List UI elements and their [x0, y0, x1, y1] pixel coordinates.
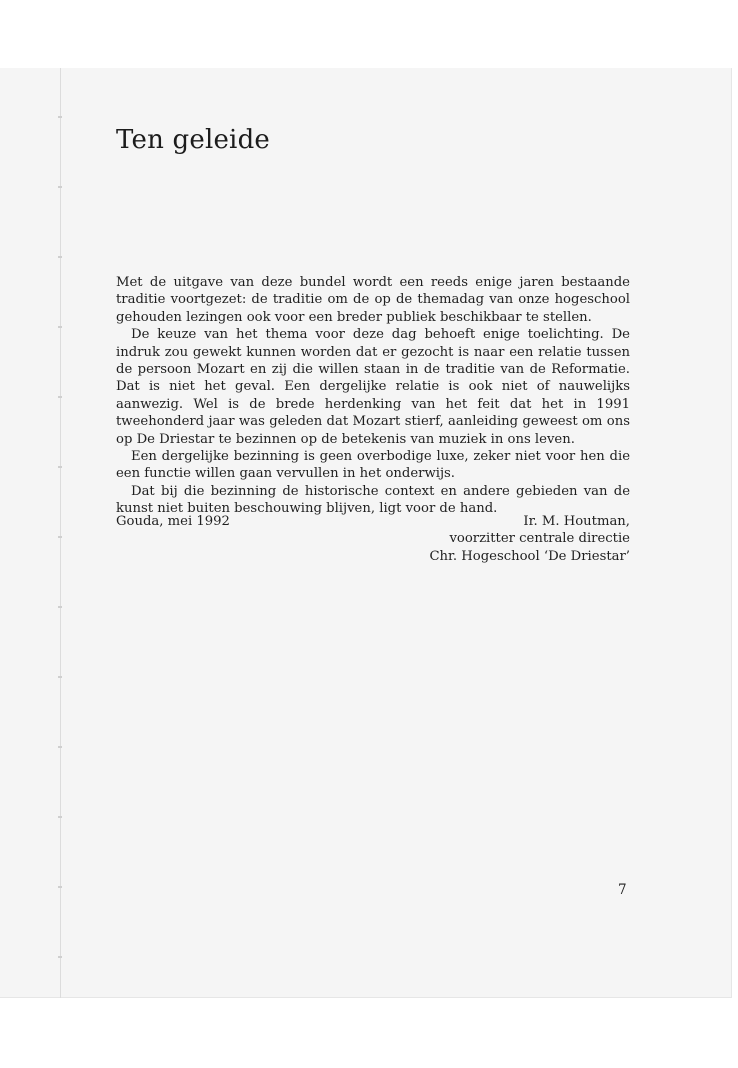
binding-spine [60, 68, 61, 998]
paragraph: Met de uitgave van deze bundel wordt een reeds enige jaren bestaande traditie voortgezet: de traditie om de op de themadag van onze hogeschool gehouden lezingen ook voor een breder publiek beschikbaar te stellen. [116, 275, 630, 325]
binding-mark [58, 676, 62, 678]
paragraph: Dat bij die bezinning de historische context en andere gebieden van de kunst niet buiten beschouwing blijven, ligt voor de hand. [116, 483, 630, 517]
binding-mark [58, 256, 62, 258]
binding-mark [58, 536, 62, 538]
page-number: 7 [618, 882, 627, 898]
body-text [116, 274, 630, 518]
binding-mark [58, 466, 62, 468]
binding-mark [58, 116, 62, 118]
binding-mark [58, 396, 62, 398]
binding-mark [58, 956, 62, 958]
binding-mark [58, 816, 62, 818]
binding-mark [58, 326, 62, 328]
document-page [0, 68, 732, 998]
binding-mark [58, 746, 62, 748]
signature-block [429, 513, 630, 565]
binding-mark [58, 606, 62, 608]
paragraph: Een dergelijke bezinning is geen overbodige luxe, zeker niet voor hen die een functie willen gaan vervullen in het onderwijs. [116, 449, 630, 482]
signatory-institution: Chr. Hogeschool ‘De Driestar’ [429, 548, 630, 564]
binding-mark [58, 886, 62, 888]
place-date: Gouda, mei 1992 [116, 514, 230, 529]
binding-mark [58, 186, 62, 188]
signatory-role: voorzitter centrale directie [449, 531, 630, 547]
paragraph: De keuze van het thema voor deze dag behoeft enige toelichting. De indruk zou gewekt kunnen worden dat er gezocht is naar een relatie tussen de persoon Mozart en zij die willen staan in de traditie van de Reformatie. Dat is niet het geval. Een dergelijke relatie is ook niet of nauwelijks aanwezig. Wel is de brede herdenking van het feit dat het in 1991 tweehonderd jaar was geleden dat Mozart stierf, aanleiding geweest om ons op De Driestar te bezinnen op de betekenis van muziek in ons leven. [116, 327, 630, 447]
signatory-name: Ir. M. Houtman, [523, 514, 630, 529]
page-title: Ten geleide [116, 125, 270, 155]
